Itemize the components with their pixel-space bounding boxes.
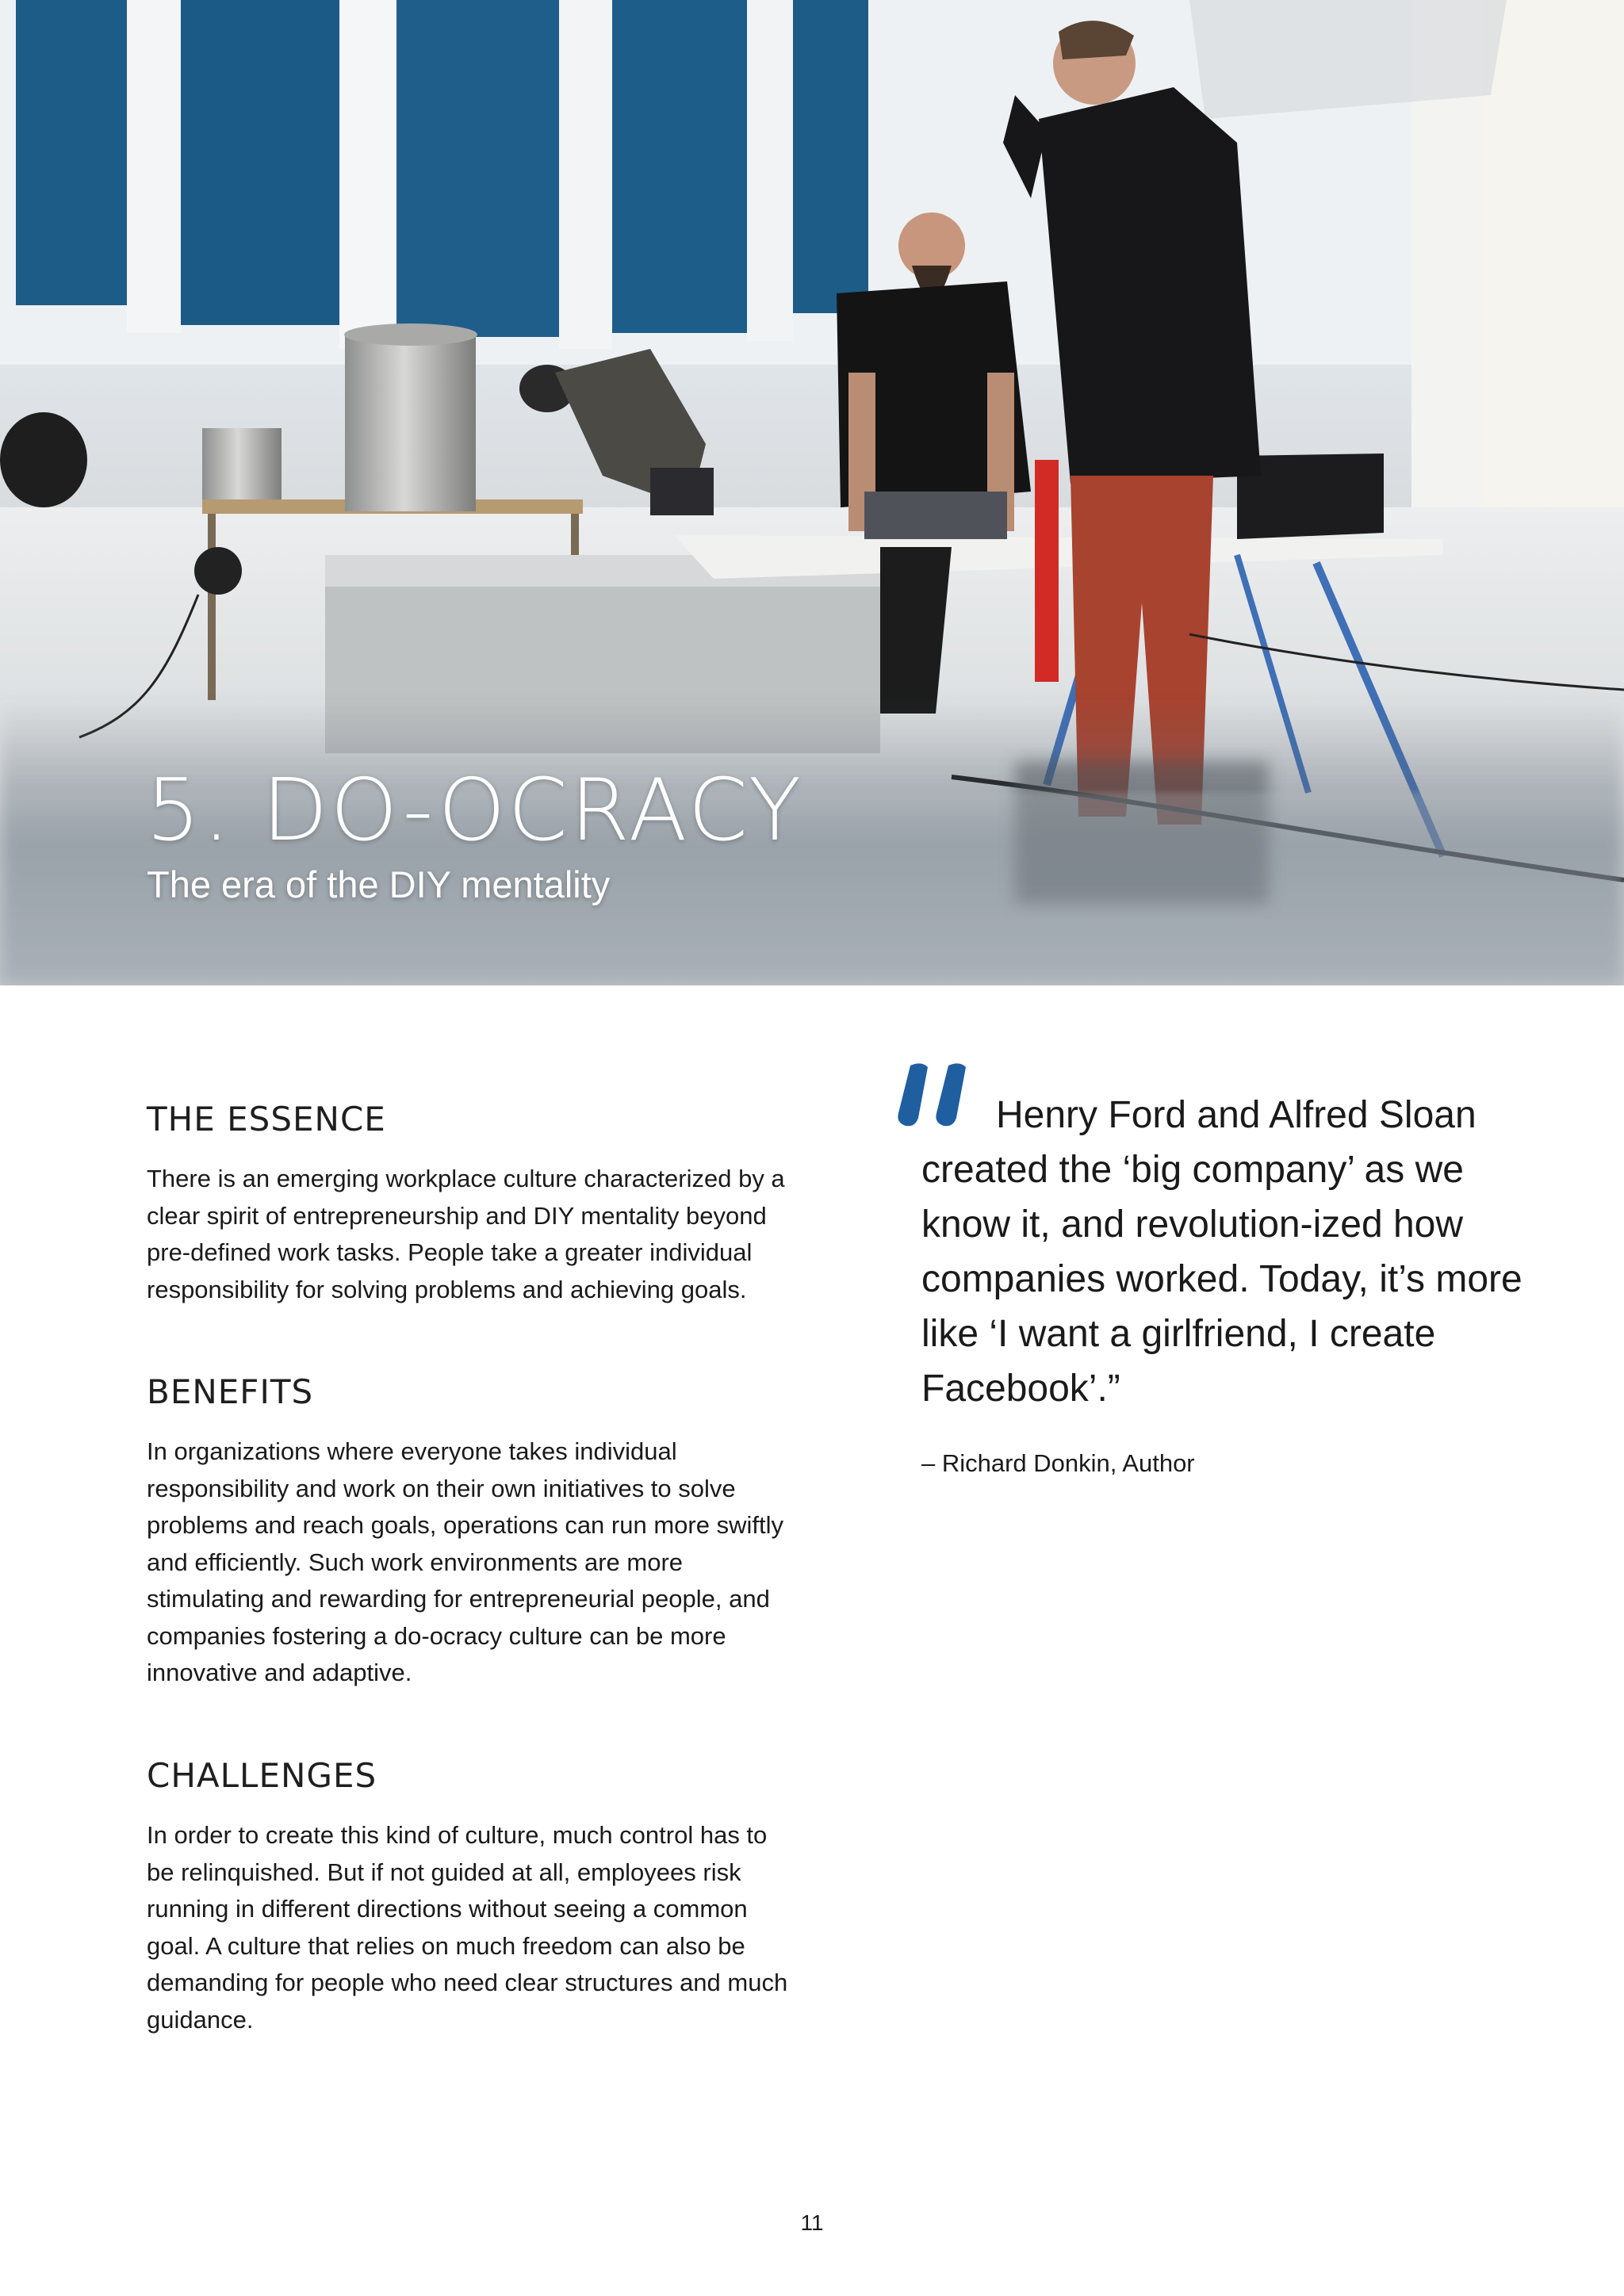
person-bending bbox=[519, 349, 714, 515]
section-heading: BENEFITS bbox=[147, 1372, 314, 1411]
section-benefits bbox=[147, 1368, 797, 1692]
quote-attribution: – Richard Donkin, Author bbox=[921, 1449, 1195, 1477]
section-heading: CHALLENGES bbox=[147, 1756, 377, 1795]
chapter-title: 5. DO-OCRACY bbox=[146, 761, 804, 860]
pull-quote: Henry Ford and Alfred Sloan created the ‘big company’ as we know it, and revolution-ized how companies worked. Today, it’s more like ‘I want a girlfriend, I create Facebook’.” bbox=[921, 1094, 1522, 1410]
section-body: There is an emerging workplace culture characterized by a clear spirit of entrepreneurship and DIY mentality beyond pre-defined work tasks. People take a greater individual responsibility for solving problems and achieving goals. bbox=[147, 1165, 785, 1303]
chapter-subtitle: The era of the DIY mentality bbox=[147, 863, 611, 905]
section-essence bbox=[147, 1096, 797, 1308]
hero-photo bbox=[0, 0, 1624, 985]
section-body: In organizations where everyone takes individual responsibility and work on their own initiatives to solve problems and reach goals, operations can run more swiftly and efficiently. Such work environments are more stimulating and rewarding for entrepreneurial people, and companies fostering a do-ocracy culture can be more innovative and adaptive. bbox=[147, 1437, 783, 1686]
section-challenges bbox=[147, 1752, 797, 2038]
page-number: 11 bbox=[800, 2210, 824, 2235]
section-body: In order to create this kind of culture, much control has to be relinquished. But if not guided at all, employees risk running in different directions without seeing a common goal. A culture that relies on much freedom can also be demanding for people who need clear structures and much guidance. bbox=[147, 1821, 788, 2034]
section-heading: THE ESSENCE bbox=[147, 1100, 386, 1138]
